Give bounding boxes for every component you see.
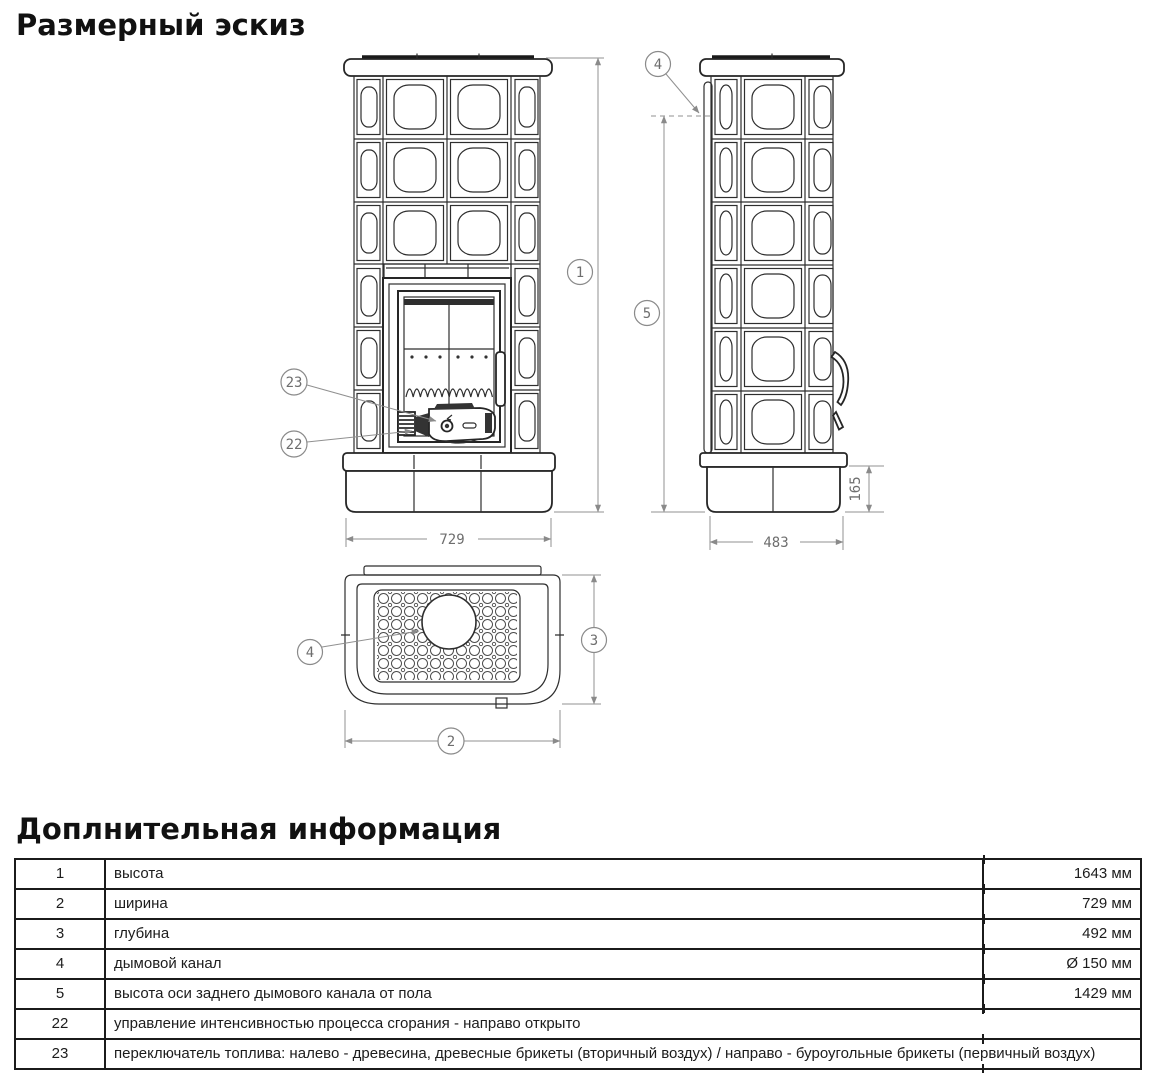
row-number: 2 bbox=[15, 889, 105, 919]
row-number: 22 bbox=[15, 1009, 105, 1039]
dimension-width-729 bbox=[346, 518, 551, 548]
table-row bbox=[15, 919, 1141, 949]
row-description: глубина bbox=[105, 919, 983, 949]
info-title: Доплнительная информация bbox=[16, 812, 502, 846]
front-view bbox=[343, 54, 555, 513]
combustion-control-unit bbox=[398, 403, 495, 443]
callout-1: 1 bbox=[575, 265, 585, 281]
row-description: ширина bbox=[105, 889, 983, 919]
row-number: 4 bbox=[15, 949, 105, 979]
row-number: 23 bbox=[15, 1039, 105, 1069]
dimension-width-2 bbox=[345, 710, 560, 754]
row-number: 1 bbox=[15, 859, 105, 889]
table-row bbox=[15, 1039, 1141, 1069]
dim-label-729: 729 bbox=[439, 532, 465, 548]
callout-2: 2 bbox=[446, 734, 456, 750]
callout-3: 3 bbox=[589, 633, 599, 649]
top-view bbox=[341, 566, 564, 708]
row-number: 3 bbox=[15, 919, 105, 949]
dimension-base-165 bbox=[845, 466, 884, 512]
callout-5: 5 bbox=[642, 306, 652, 322]
row-description: дымовой канал bbox=[105, 949, 983, 979]
callout-4-side: 4 bbox=[653, 57, 663, 73]
row-value: 492 мм bbox=[983, 919, 1141, 949]
smoke-outlet-circle bbox=[422, 595, 476, 649]
row-value: 1643 мм bbox=[983, 859, 1141, 889]
row-description: высота bbox=[105, 859, 983, 889]
callout-4-side-group bbox=[646, 52, 700, 114]
row-value: Ø 150 мм bbox=[983, 949, 1141, 979]
callout-4-top: 4 bbox=[305, 645, 315, 661]
table-row bbox=[15, 979, 1141, 1009]
dimension-height-1 bbox=[546, 58, 604, 512]
table-row bbox=[15, 949, 1141, 979]
table-row bbox=[15, 889, 1141, 919]
table-row bbox=[15, 859, 1141, 889]
dimension-depth-483 bbox=[710, 516, 843, 551]
door-handle-side bbox=[832, 352, 849, 430]
row-value: 729 мм bbox=[983, 889, 1141, 919]
row-description: управление интенсивностью процесса сгорания - направо открыто bbox=[105, 1009, 1141, 1039]
page-title: Размерный эскиз bbox=[16, 8, 306, 42]
side-view bbox=[700, 54, 848, 513]
additional-info-table bbox=[14, 858, 1142, 1070]
row-value: 1429 мм bbox=[983, 979, 1141, 1009]
dim-label-483: 483 bbox=[763, 535, 789, 551]
row-description: высота оси заднего дымового канала от пола bbox=[105, 979, 983, 1009]
row-description: переключатель топлива: налево - древесина, древесные брикеты (вторичный воздух) / направо - буроугольные брикеты (первичный воздух) bbox=[105, 1039, 1141, 1069]
dim-label-165: 165 bbox=[848, 476, 864, 502]
row-number: 5 bbox=[15, 979, 105, 1009]
callout-23: 23 bbox=[285, 375, 303, 391]
table-row bbox=[15, 1009, 1141, 1039]
dimension-depth-3 bbox=[562, 575, 607, 704]
dimension-flue-height-5 bbox=[635, 116, 712, 512]
callout-22: 22 bbox=[285, 437, 303, 453]
door-handle-front bbox=[496, 352, 505, 406]
